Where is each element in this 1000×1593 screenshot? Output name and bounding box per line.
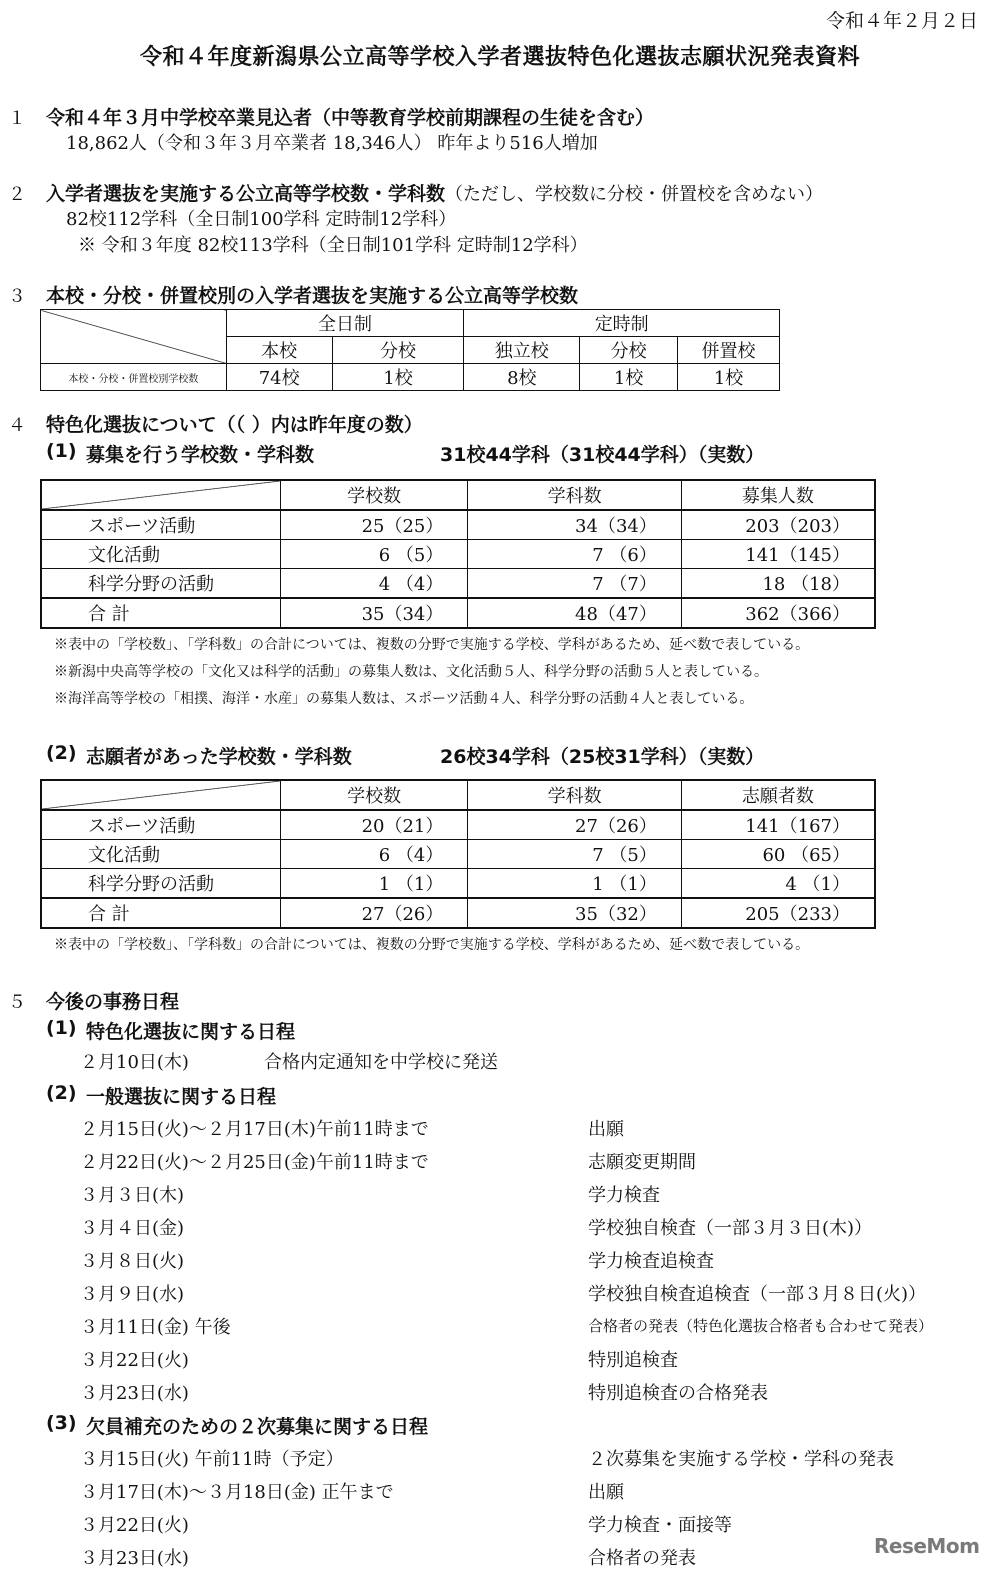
table-corner-cell (41, 310, 227, 364)
row-label: 文化活動 (41, 840, 280, 869)
section-3-number: ３ (8, 286, 26, 307)
schedule-event: 出願 (588, 1119, 624, 1140)
column-header: 学科数 (468, 480, 681, 510)
table-row (41, 569, 875, 599)
table-note: ※表中の「学校数」、「学科数」の合計については、複数の分野で実施する学校、学科があるため、延べ数で表している。 (54, 937, 810, 953)
table-cell: 7 （7） (468, 569, 681, 599)
table-cell: 7 （6） (468, 540, 681, 569)
table-cell: 27（26） (280, 898, 468, 928)
schedule-date: ３月９日(水) (80, 1284, 185, 1305)
section-1-line: 18,862人（令和３年３月卒業者 18,346人） 昨年より516人増加 (66, 133, 598, 154)
schedule-event: 学力検査・面接等 (588, 1515, 732, 1536)
table-cell: 141（145） (681, 540, 875, 569)
table-row (41, 540, 875, 569)
section-5-heading: 今後の事務日程 (46, 991, 180, 1013)
section-5-number: ５ (8, 992, 26, 1013)
table-corner-cell (41, 480, 280, 510)
schedule-event: 学力検査 (588, 1185, 660, 1206)
table-cell: 4 （4） (280, 569, 468, 599)
table-note: ※新潟中央高等学校の「文化又は科学的活動」の募集人数は、文化活動５人、科学分野の活動５人と表している。 (54, 664, 768, 680)
row-label: 科学分野の活動 (41, 869, 280, 899)
table-cell: 35（34） (280, 598, 468, 628)
schedule-event: 学校独自検査（一部３月３日(木)） (588, 1218, 873, 1239)
schedule-date: ３月８日(火) (80, 1251, 185, 1272)
schedule-date: ２月10日(木) (80, 1052, 189, 1073)
table-cell: 6 （4） (280, 840, 468, 869)
row-label: スポーツ活動 (41, 810, 280, 840)
table-cell: 74校 (226, 364, 332, 391)
column-header: 志願者数 (681, 780, 875, 810)
row-label: 本校・分校・併置校別学校数 (41, 364, 227, 391)
column-header: 分校 (332, 337, 464, 364)
section-4-2-summary: 26校34学科（25校31学科）（実数） (440, 746, 765, 768)
table-row (41, 510, 875, 540)
table-row (41, 810, 875, 840)
section-4-2-label: (2) (46, 742, 77, 764)
table-cell: 362（366） (681, 598, 875, 628)
column-header: 学校数 (280, 780, 468, 810)
section-1-number: １ (8, 108, 26, 129)
schedule-date: ３月22日(火) (80, 1350, 189, 1371)
section-5-2-label: (2) (46, 1082, 77, 1104)
table-cell: 205（233） (681, 898, 875, 928)
table-cell: 141（167） (681, 810, 875, 840)
section-3-heading: 本校・分校・併置校別の入学者選抜を実施する公立高等学校数 (46, 285, 579, 307)
schedule-date: ２月22日(火)～２月25日(金)午前11時まで (80, 1152, 429, 1173)
section-2-heading-note: （ただし、学校数に分校・併置校を含めない） (445, 184, 824, 205)
table-cell: 27（26） (468, 810, 681, 840)
table-cell: 20（21） (280, 810, 468, 840)
schedule-date: ３月23日(水) (80, 1383, 189, 1404)
table-note: ※表中の「学校数」、「学科数」の合計については、複数の分野で実施する学校、学科があるため、延べ数で表している。 (54, 637, 810, 653)
table-cell: 48（47） (468, 598, 681, 628)
section-2-number: ２ (8, 184, 26, 205)
row-label: 合 計 (41, 898, 280, 928)
table-cell: 1校 (678, 364, 780, 391)
section-4-1-heading: 募集を行う学校数・学科数 (86, 444, 315, 466)
table-cell: 1校 (332, 364, 464, 391)
schedule-event: 志願変更期間 (588, 1152, 696, 1173)
column-header: 学校数 (280, 480, 468, 510)
schedule-date: ３月４日(金) (80, 1218, 185, 1239)
row-label: 文化活動 (41, 540, 280, 569)
section-1-heading: 令和４年３月中学校卒業見込者（中等教育学校前期課程の生徒を含む） (46, 107, 655, 129)
section-4-heading: 特色化選抜について（（ ）内は昨年度の数） (46, 414, 423, 436)
section-5-3-label: (3) (46, 1412, 77, 1434)
table-cell: 34（34） (468, 510, 681, 540)
table-cell: 1 （1） (468, 869, 681, 899)
section-4-1-label: (1) (46, 440, 77, 462)
recruitment-table (40, 479, 876, 629)
applicant-table (40, 779, 876, 929)
section-4-number: ４ (8, 415, 26, 436)
row-label: スポーツ活動 (41, 510, 280, 540)
table-cell: 25（25） (280, 510, 468, 540)
row-label: 科学分野の活動 (41, 569, 280, 599)
group-header: 定時制 (464, 310, 780, 337)
column-header: 分校 (580, 337, 678, 364)
schedule-date: ３月23日(水) (80, 1548, 189, 1569)
section-2-heading: 入学者選抜を実施する公立高等学校数・学科数 (46, 183, 446, 205)
section-4-2-heading: 志願者があった学校数・学科数 (86, 746, 352, 768)
table-row (41, 869, 875, 899)
resemom-watermark: ReseMom (874, 1534, 980, 1558)
group-header: 全日制 (226, 310, 464, 337)
document-title: 令和４年度新潟県公立高等学校入学者選抜特色化選抜志願状況発表資料 (139, 45, 860, 70)
section-5-1-label: (1) (46, 1017, 77, 1039)
table-cell: 35（32） (468, 898, 681, 928)
schedule-event: 学力検査追検査 (588, 1251, 714, 1272)
schedule-date: ２月15日(火)～２月17日(木)午前11時まで (80, 1119, 429, 1140)
section-5-3-heading: 欠員補充のための２次募集に関する日程 (86, 1416, 429, 1438)
section-4-1-summary: 31校44学科（31校44学科）（実数） (440, 444, 765, 466)
section-2-heading-row (46, 179, 823, 206)
school-count-table (40, 309, 780, 391)
column-header: 併置校 (678, 337, 780, 364)
column-header: 本校 (226, 337, 332, 364)
schedule-date: ３月15日(火) 午前11時（予定） (80, 1449, 344, 1470)
table-note: ※海洋高等学校の「相撲、海洋・水産」の募集人数は、スポーツ活動４人、科学分野の活動４人と表している。 (54, 691, 754, 707)
table-cell: 60 （65） (681, 840, 875, 869)
table-corner-cell (41, 780, 280, 810)
schedule-event: 特別追検査の合格発表 (588, 1383, 768, 1404)
schedule-event: 合格内定通知を中学校に発送 (264, 1052, 498, 1073)
schedule-date: ３月11日(金) 午後 (80, 1317, 231, 1338)
section-5-2-heading: 一般選抜に関する日程 (86, 1086, 277, 1108)
schedule-event: 学校独自検査追検査（一部３月８日(火)） (588, 1284, 927, 1305)
schedule-date: ３月３日(木) (80, 1185, 185, 1206)
table-row-total (41, 898, 875, 928)
section-2-line1: 82校112学科（全日制100学科 定時制12学科） (66, 209, 457, 230)
schedule-date: ３月17日(木)～３月18日(金) 正午まで (80, 1482, 394, 1503)
schedule-event: 出願 (588, 1482, 624, 1503)
column-header: 独立校 (464, 337, 580, 364)
table-cell: 1校 (580, 364, 678, 391)
schedule-event: 合格者の発表（特色化選抜合格者も合わせて発表） (588, 1317, 934, 1335)
column-header: 学科数 (468, 780, 681, 810)
document-date: 令和４年２月２日 (825, 10, 978, 32)
schedule-date: ３月22日(火) (80, 1515, 189, 1536)
table-cell: 1 （1） (280, 869, 468, 899)
table-cell: 4 （1） (681, 869, 875, 899)
table-cell: 8校 (464, 364, 580, 391)
table-cell: 18 （18） (681, 569, 875, 599)
table-cell: 203（203） (681, 510, 875, 540)
schedule-event: 合格者の発表 (588, 1548, 696, 1569)
table-row (41, 840, 875, 869)
table-row-total (41, 598, 875, 628)
table-cell: 7 （5） (468, 840, 681, 869)
schedule-event: 特別追検査 (588, 1350, 678, 1371)
section-5-1-heading: 特色化選抜に関する日程 (86, 1021, 296, 1043)
table-cell: 6 （5） (280, 540, 468, 569)
section-2-line2: ※ 令和３年度 82校113学科（全日制101学科 定時制12学科） (78, 235, 588, 256)
schedule-event: ２次募集を実施する学校・学科の発表 (588, 1449, 894, 1470)
column-header: 募集人数 (681, 480, 875, 510)
row-label: 合 計 (41, 598, 280, 628)
